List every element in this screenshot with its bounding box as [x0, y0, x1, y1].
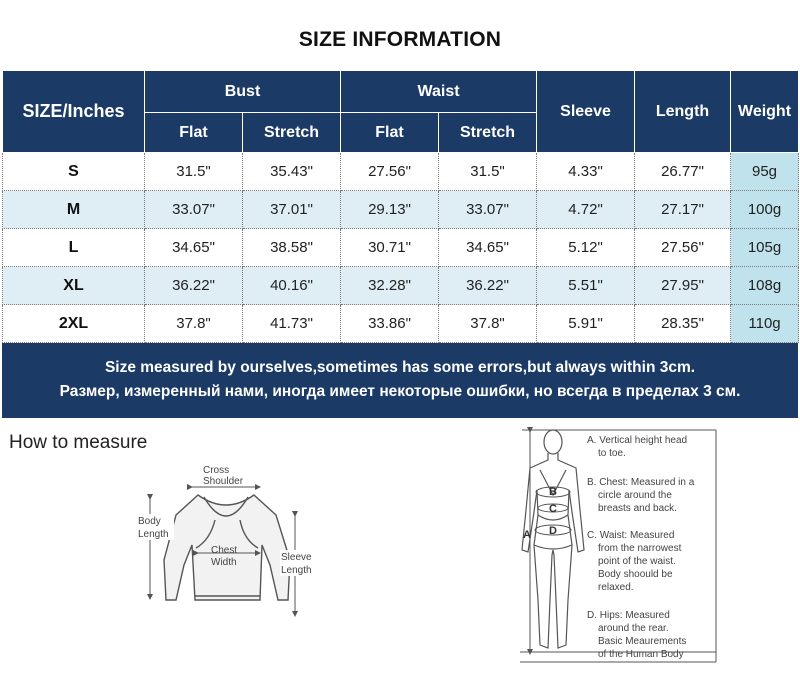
cell-length: 27.56"	[635, 229, 731, 267]
note-d-line-4: of the Human Body	[598, 649, 684, 660]
header-waist: Waist	[341, 71, 537, 113]
cell-waist-flat: 33.86"	[341, 305, 439, 343]
cell-length: 26.77"	[635, 153, 731, 191]
cell-waist-stretch: 34.65"	[439, 229, 537, 267]
note-a-line-2: to toe.	[598, 448, 626, 459]
label-body: Body	[138, 516, 161, 527]
note-d-line-2: around the rear.	[598, 623, 669, 634]
cell-sleeve: 5.51"	[537, 267, 635, 305]
note-c-line-1: C. Waist: Measured	[587, 530, 675, 541]
cell-weight: 110g	[731, 305, 799, 343]
cell-length: 27.95"	[635, 267, 731, 305]
note-russian: Размер, измеренный нами, иногда имеет некоторые ошибки, но всегда в пределах 3 см.	[59, 383, 741, 400]
note-c-line-4: Body shoould be	[598, 569, 673, 580]
note-b-line-1: B. Chest: Measured in a	[587, 477, 695, 488]
cell-sleeve: 4.33"	[537, 153, 635, 191]
note-c-line-3: point of the waist.	[598, 556, 676, 567]
mark-a: A	[523, 529, 531, 541]
cell-weight: 108g	[731, 267, 799, 305]
header-waist-flat: Flat	[341, 113, 439, 153]
note-a-line-1: A. Vertical height head	[587, 435, 688, 446]
label-sleeve: Sleeve	[281, 552, 312, 563]
cell-bust-stretch: 35.43"	[243, 153, 341, 191]
header-weight: Weight	[731, 71, 799, 153]
cell-size: M	[3, 191, 145, 229]
mark-c: C	[549, 503, 557, 515]
cell-length: 28.35"	[635, 305, 731, 343]
cell-sleeve: 5.12"	[537, 229, 635, 267]
page-title: SIZE INFORMATION	[298, 28, 502, 51]
cell-bust-stretch: 40.16"	[243, 267, 341, 305]
note-b-line-3: breasts and back.	[598, 503, 677, 514]
cell-size: L	[3, 229, 145, 267]
header-bust: Bust	[145, 71, 341, 113]
mark-b: B	[549, 486, 557, 498]
note-d-line-1: D. Hips: Measured	[587, 610, 670, 621]
label-cross: Cross	[203, 465, 230, 476]
label-chest: Chest	[211, 545, 238, 556]
cell-length: 27.17"	[635, 191, 731, 229]
cell-waist-stretch: 31.5"	[439, 153, 537, 191]
label-body-length: Length	[138, 529, 169, 540]
header-waist-stretch: Stretch	[439, 113, 537, 153]
label-shoulder: Shoulder	[203, 476, 244, 487]
cell-bust-stretch: 38.58"	[243, 229, 341, 267]
how-to-measure-heading: How to measure	[9, 432, 148, 453]
cell-bust-stretch: 41.73"	[243, 305, 341, 343]
cell-bust-flat: 36.22"	[145, 267, 243, 305]
cell-waist-stretch: 37.8"	[439, 305, 537, 343]
cell-sleeve: 5.91"	[537, 305, 635, 343]
body-notes	[587, 435, 695, 660]
cell-bust-flat: 34.65"	[145, 229, 243, 267]
cell-bust-flat: 31.5"	[145, 153, 243, 191]
cell-weight: 100g	[731, 191, 799, 229]
note-b-line-2: circle around the	[598, 490, 672, 501]
note-d-line-3: Basic Meaurements	[598, 636, 687, 647]
cell-waist-flat: 32.28"	[341, 267, 439, 305]
cell-bust-flat: 37.8"	[145, 305, 243, 343]
header-bust-flat: Flat	[145, 113, 243, 153]
cell-bust-flat: 33.07"	[145, 191, 243, 229]
header-bust-stretch: Stretch	[243, 113, 341, 153]
body-figure	[522, 430, 584, 648]
label-chest-width: Width	[211, 557, 237, 568]
cell-waist-flat: 27.56"	[341, 153, 439, 191]
cell-waist-flat: 29.13"	[341, 191, 439, 229]
cell-bust-stretch: 37.01"	[243, 191, 341, 229]
cell-waist-stretch: 36.22"	[439, 267, 537, 305]
note-c-line-5: relaxed.	[598, 582, 634, 593]
cell-size: 2XL	[3, 305, 145, 343]
cell-weight: 95g	[731, 153, 799, 191]
cell-size: XL	[3, 267, 145, 305]
note-english: Size measured by ourselves,sometimes has some errors,but always within 3cm.	[104, 359, 696, 376]
cell-weight: 105g	[731, 229, 799, 267]
header-size: SIZE/Inches	[3, 71, 145, 153]
label-sleeve-length: Length	[281, 565, 312, 576]
cell-waist-stretch: 33.07"	[439, 191, 537, 229]
header-length: Length	[635, 71, 731, 153]
header-sleeve: Sleeve	[537, 71, 635, 153]
cell-size: S	[3, 153, 145, 191]
mark-d: D	[549, 525, 557, 537]
cell-sleeve: 4.72"	[537, 191, 635, 229]
note-c-line-2: from the narrowest	[598, 543, 682, 554]
cell-waist-flat: 30.71"	[341, 229, 439, 267]
